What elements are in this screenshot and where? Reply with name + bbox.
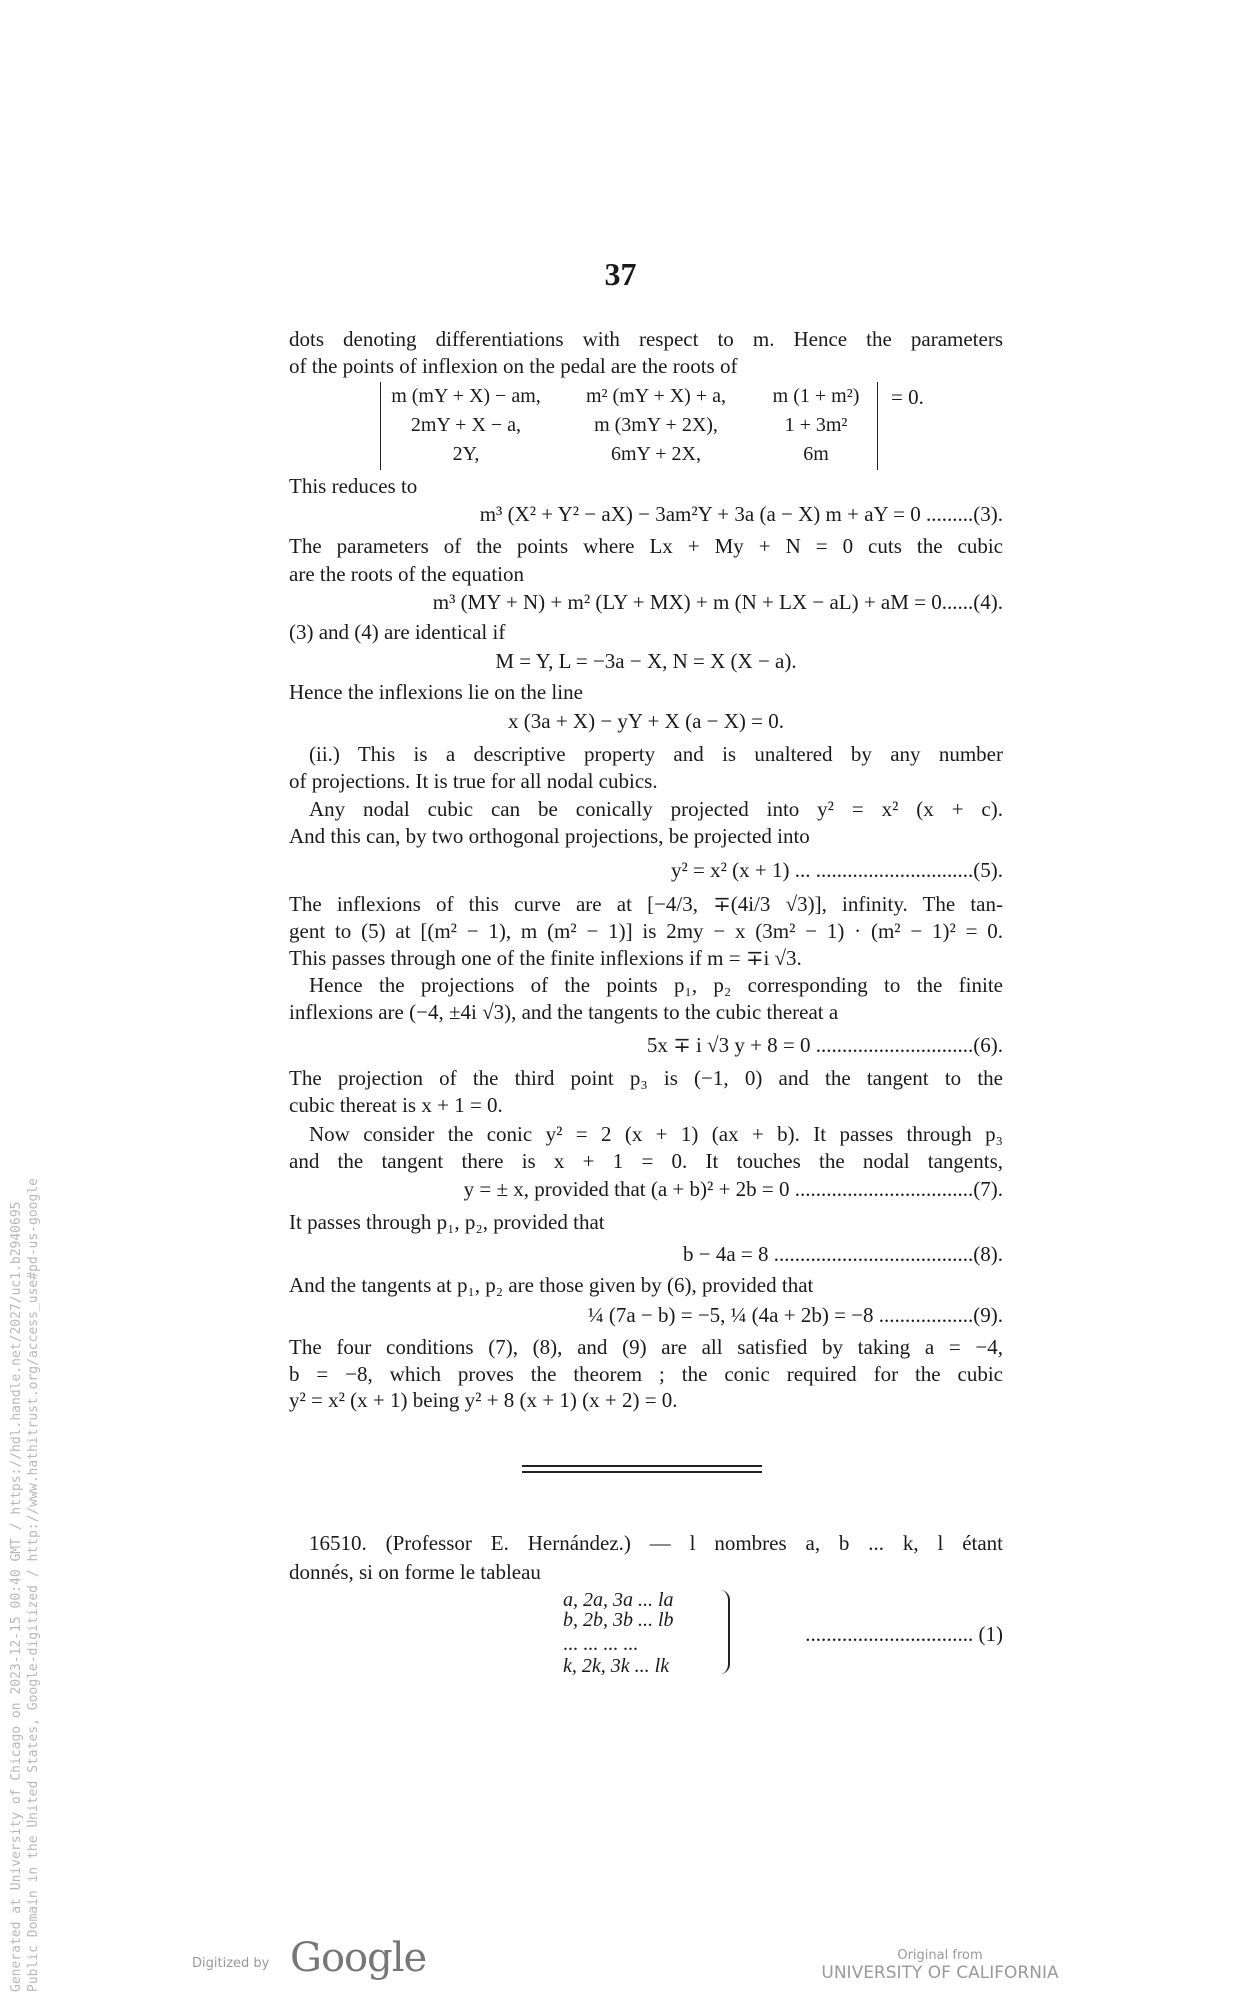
watermark-line: Public Domain in the United States, Google-digitized / http://www.hathitrust.org/access_use#pd-us-google bbox=[26, 1178, 41, 1992]
tableau-label: ................................ (1) bbox=[805, 1622, 1003, 1646]
text-line: cubic thereat is x + 1 = 0. bbox=[289, 1093, 503, 1117]
equation-6: 5x ∓ i √3 y + 8 = 0 ..............................(6). bbox=[646, 1033, 1003, 1057]
equation: x (3a + X) − yY + X (a − X) = 0. bbox=[508, 709, 784, 733]
text-line: inflexions are (−4, ±4i √3), and the tangents to the cubic thereat a bbox=[289, 1000, 839, 1024]
text-line: of the points of inflexion on the pedal are the roots of bbox=[289, 354, 738, 378]
text-line: are the roots of the equation bbox=[289, 562, 524, 586]
det-cell: m² (mY + X) + a, bbox=[585, 385, 726, 407]
det-cell: 1 + 3m² bbox=[784, 414, 848, 436]
right-brace bbox=[720, 1590, 730, 1674]
equation-9: ¼ (7a − b) = −5, ¼ (4a + 2b) = −8 ..................(9). bbox=[587, 1303, 1003, 1327]
equation-7: y = ± x, provided that (a + b)² + 2b = 0 ..................................(7). bbox=[463, 1177, 1003, 1201]
text-line: The parameters of the points where Lx + My + N = 0 cuts the cubic bbox=[289, 534, 1003, 558]
text-line: And this can, by two orthogonal projections, be projected into bbox=[289, 824, 810, 848]
text-line: This passes through one of the finite inflexions if m = ∓i √3. bbox=[289, 946, 802, 970]
determinant bbox=[380, 382, 878, 470]
equation-4: m³ (MY + N) + m² (LY + MX) + m (N + LX − aL) + aM = 0......(4). bbox=[432, 590, 1003, 614]
watermark-line: Generated at University of Chicago on 2023-12-15 00:40 GMT / https://hdl.handle.net/2027/uc1.b2940695 bbox=[9, 1201, 24, 1992]
text-line: This reduces to bbox=[289, 474, 418, 498]
det-cell: m (mY + X) − am, bbox=[391, 385, 541, 407]
text-line: The four conditions (7), (8), and (9) are all satisfied by taking a = −4, bbox=[289, 1335, 1003, 1359]
text-line: The inflexions of this curve are at [−4/3, ∓(4i/3 √3)], infinity. The tan- bbox=[289, 892, 1003, 916]
text-line: (3) and (4) are identical if bbox=[289, 620, 506, 644]
tableau-row: a, 2a, 3a ... la bbox=[563, 1589, 674, 1611]
det-cell: 2mY + X − a, bbox=[410, 414, 522, 436]
section-divider bbox=[522, 1465, 762, 1467]
det-cell: 2Y, bbox=[452, 443, 480, 465]
equation-8: b − 4a = 8 ......................................(8). bbox=[683, 1242, 1003, 1266]
equation-3: m³ (X² + Y² − aX) − 3am²Y + 3a (a − X) m + aY = 0 .........(3). bbox=[479, 502, 1003, 526]
watermark bbox=[8, 1002, 42, 1992]
tableau-row: ... ... ... ... bbox=[563, 1633, 638, 1655]
google-logo: Google bbox=[290, 1935, 427, 1981]
text-line: Hence the inflexions lie on the line bbox=[289, 680, 583, 704]
det-cell: m (1 + m²) bbox=[772, 385, 860, 407]
text-line: and the tangent there is x + 1 = 0. It touches the nodal tangents, bbox=[289, 1149, 1003, 1173]
text-line: Now consider the conic y² = 2 (x + 1) (ax + b). It passes through p₃ bbox=[309, 1122, 1003, 1146]
tableau-row: b, 2b, 3b ... lb bbox=[563, 1609, 674, 1631]
text-line: gent to (5) at [(m² − 1), m (m² − 1)] is 2my − x (3m² − 1) · (m² − 1)² = 0. bbox=[289, 919, 1003, 943]
origin-credit bbox=[780, 1948, 1100, 1983]
text-line: b = −8, which proves the theorem ; the conic required for the cubic bbox=[289, 1362, 1003, 1386]
det-cell: 6m bbox=[803, 443, 829, 465]
equation: M = Y, L = −3a − X, N = X (X − a). bbox=[495, 649, 797, 673]
digitized-by-label: Digitized by bbox=[192, 1956, 270, 1971]
text-line: And the tangents at p₁, p₂ are those given by (6), provided that bbox=[289, 1273, 814, 1297]
original-from-label: Original from bbox=[897, 1948, 983, 1963]
text-line: donnés, si on forme le tableau bbox=[289, 1560, 541, 1584]
text-line: The projection of the third point p₃ is (−1, 0) and the tangent to the bbox=[289, 1066, 1003, 1090]
det-cell: m (3mY + 2X), bbox=[594, 414, 718, 436]
institution-name: UNIVERSITY OF CALIFORNIA bbox=[821, 1963, 1059, 1983]
determinant-equals: = 0. bbox=[891, 385, 924, 409]
text-line: dots denoting differentiations with respect to m. Hence the parameters bbox=[289, 327, 1003, 351]
section-divider bbox=[522, 1471, 762, 1473]
problem-heading-line: 16510. (Professor E. Hernández.) — l nombres a, b ... k, l étant bbox=[309, 1531, 1003, 1555]
text-line: of projections. It is true for all nodal cubics. bbox=[289, 769, 658, 793]
det-cell: 6mY + 2X, bbox=[611, 443, 701, 465]
text-line: y² = x² (x + 1) being y² + 8 (x + 1) (x + 2) = 0. bbox=[289, 1388, 678, 1412]
page-number: 37 bbox=[604, 256, 637, 292]
equation-5: y² = x² (x + 1) ... ..............................(5). bbox=[670, 858, 1003, 882]
text-line: (ii.) This is a descriptive property and is unaltered by any number bbox=[309, 742, 1003, 766]
text-line: Any nodal cubic can be conically projected into y² = x² (x + c). bbox=[309, 797, 1003, 821]
text-line: Hence the projections of the points p₁, p₂ corresponding to the finite bbox=[309, 973, 1003, 997]
text-line: It passes through p₁, p₂, provided that bbox=[289, 1210, 605, 1234]
tableau-row: k, 2k, 3k ... lk bbox=[563, 1655, 670, 1677]
